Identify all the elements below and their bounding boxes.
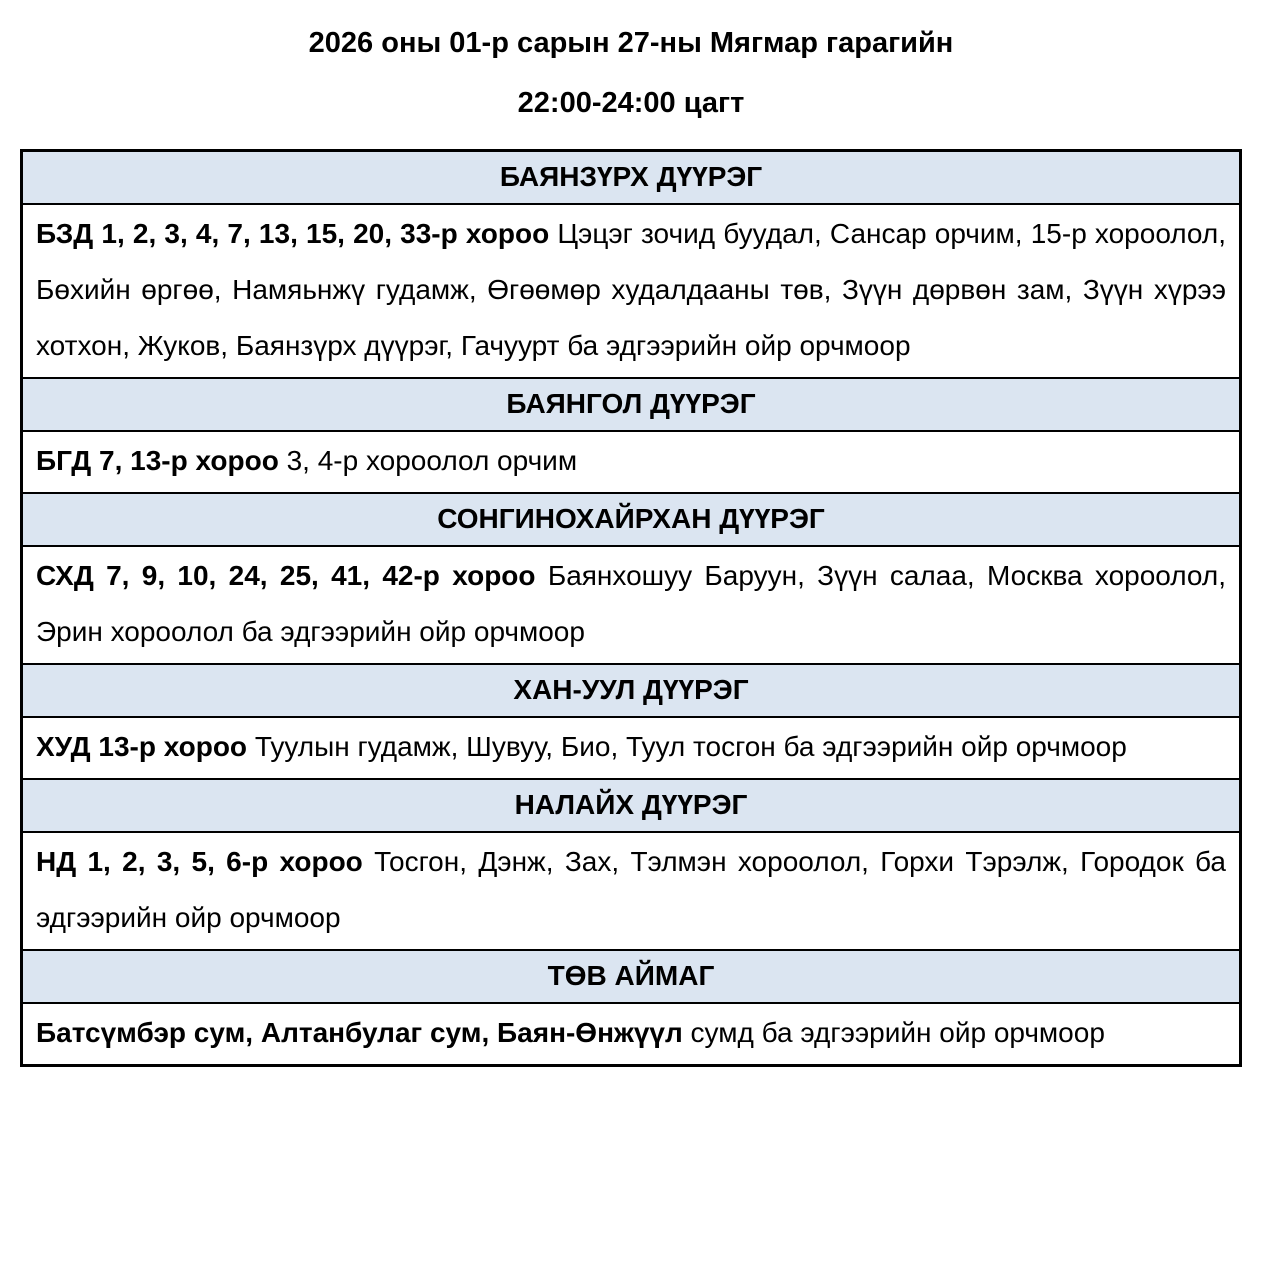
section-header-row-khan-uul — [22, 664, 1241, 717]
section-header-bayangol: БАЯНГОЛ ДҮҮРЭГ — [22, 378, 1241, 431]
area-description: 3, 4-р хороолол орчим — [278, 444, 578, 476]
sum-list-bold: Батсүмбэр сум, Алтанбулаг сум, Баян-Өнжүүл — [36, 1016, 683, 1048]
area-description: сумд ба эдгээрийн ойр орчмоор — [682, 1016, 1105, 1048]
outage-schedule-table — [20, 149, 1242, 1067]
section-header-khan-uul: ХАН-УУЛ ДҮҮРЭГ — [22, 664, 1241, 717]
section-header-row-nalaikh — [22, 779, 1241, 832]
khoroo-list-bold: БЗД 1, 2, 3, 4, 7, 13, 15, 20, 33-р хороо — [36, 217, 550, 249]
section-header-row-bayanzurkh — [22, 151, 1241, 204]
section-header-songinokhairkhan: СОНГИНОХАЙРХАН ДҮҮРЭГ — [22, 493, 1241, 546]
section-body-nalaikh — [22, 832, 1241, 950]
section-header-tuv-aimag: ТӨВ АЙМАГ — [22, 950, 1241, 1003]
section-body-songinokhairkhan — [22, 546, 1241, 664]
section-body-bayanzurkh — [22, 204, 1241, 378]
document-title — [0, 0, 1262, 120]
area-description: Баянхошуу Баруун, Зүүн салаа, Москва хороолол, Эрин хороолол ба эдгээрийн ойр орчмоор — [36, 559, 1226, 647]
schedule-table-body — [22, 151, 1241, 1066]
section-body-row-songinokhairkhan — [22, 546, 1241, 664]
section-body-row-tuv-aimag — [22, 1003, 1241, 1066]
area-description: Туулын гудамж, Шувуу, Био, Туул тосгон ба эдгээрийн ойр орчмоор — [247, 730, 1127, 762]
area-description: Цэцэг зочид буудал, Сансар орчим, 15-р хороолол, Бөхийн өргөө, Намяьнжү гудамж, Өгөөмөр худалдааны төв, Зүүн дөрвөн зам, Зүүн хүрээ хотхон, Жуков, Баянзүрх дүүрэг, Гачуурт ба эдгээрийн ойр орчмоор — [36, 217, 1226, 361]
section-body-khan-uul — [22, 717, 1241, 779]
area-description: Тосгон, Дэнж, Зах, Тэлмэн хороолол, Горхи Тэрэлж, Городок ба эдгээрийн ойр орчмоор — [36, 845, 1226, 933]
section-body-row-bayangol — [22, 431, 1241, 493]
section-header-row-tuv-aimag — [22, 950, 1241, 1003]
section-header-row-songinokhairkhan — [22, 493, 1241, 546]
section-header-bayanzurkh: БАЯНЗҮРХ ДҮҮРЭГ — [22, 151, 1241, 204]
section-header-nalaikh: НАЛАЙХ ДҮҮРЭГ — [22, 779, 1241, 832]
khoroo-list-bold: СХД 7, 9, 10, 24, 25, 41, 42-р хороо — [36, 559, 536, 591]
section-body-tuv-aimag — [22, 1003, 1241, 1066]
section-body-row-nalaikh — [22, 832, 1241, 950]
title-date-line: 2026 оны 01-р сарын 27-ны Мягмар гарагийн — [308, 27, 954, 59]
khoroo-list-bold: ХУД 13-р хороо — [36, 730, 248, 762]
khoroo-list-bold: НД 1, 2, 3, 5, 6-р хороо — [36, 845, 363, 877]
khoroo-list-bold: БГД 7, 13-р хороо — [36, 444, 279, 476]
section-body-bayangol — [22, 431, 1241, 493]
section-body-row-bayanzurkh — [22, 204, 1241, 378]
section-body-row-khan-uul — [22, 717, 1241, 779]
title-time-line: 22:00-24:00 цагт — [517, 87, 745, 119]
section-header-row-bayangol — [22, 378, 1241, 431]
